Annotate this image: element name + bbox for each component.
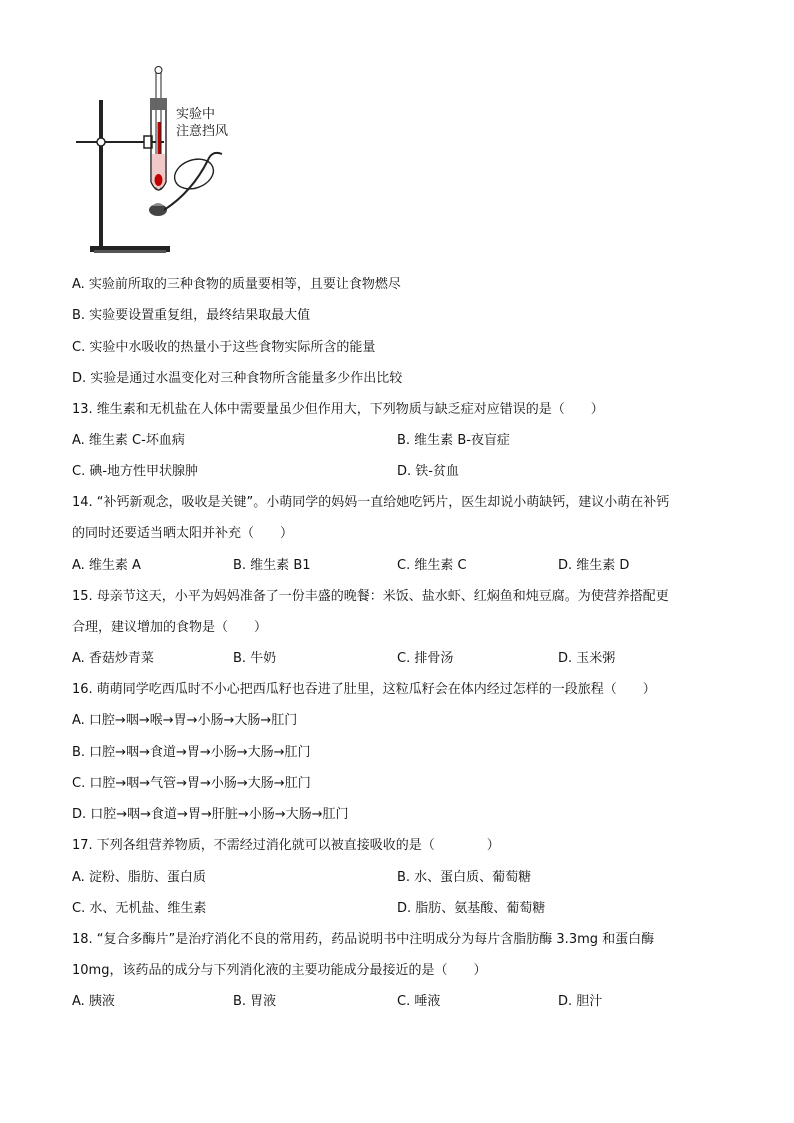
q14-option-c: C. 维生素 C (397, 558, 467, 573)
q16-option-c: C. 口腔→咽→气管→胃→小肠→大肠→肛门 (72, 776, 311, 791)
q14-option-a: A. 维生素 A (72, 558, 141, 573)
q15-option-a: A. 香菇炒青菜 (72, 651, 154, 666)
q18-option-a: A. 胰液 (72, 994, 115, 1009)
q17-option-c: C. 水、无机盐、维生素 (72, 901, 207, 916)
q15-stem-line2: 合理，建议增加的食物是（ ） (72, 620, 268, 635)
figure-label-line1: 实验中 (176, 107, 216, 122)
q17-option-a: A. 淀粉、脂肪、蛋白质 (72, 870, 206, 885)
q13-option-d: D. 铁-贫血 (397, 464, 459, 479)
experiment-apparatus-figure (72, 62, 272, 267)
q12-option-b: B. 实验要设置重复组，最终结果取最大值 (72, 308, 311, 323)
q17-option-d: D. 脂肪、氨基酸、葡萄糖 (397, 901, 546, 916)
q12-option-c: C. 实验中水吸收的热量小于这些食物实际所含的能量 (72, 340, 376, 355)
q18-stem-line1: 18. “复合多酶片”是治疗消化不良的常用药，药品说明书中注明成分为每片含脂肪酶 3.3mg 和蛋白酶 (72, 932, 655, 947)
q15-option-c: C. 排骨汤 (397, 651, 454, 666)
q15-option-b: B. 牛奶 (233, 651, 277, 666)
q13-option-c: C. 碘-地方性甲状腺肿 (72, 464, 199, 479)
q12-option-d: D. 实验是通过水温变化对三种食物所含能量多少作出比较 (72, 371, 403, 386)
q16-option-b: B. 口腔→咽→食道→胃→小肠→大肠→肛门 (72, 745, 311, 760)
q15-stem-line1: 15. 母亲节这天，小平为妈妈准备了一份丰盛的晚餐：米饭、盐水虾、红焖鱼和炖豆腐。为使营养搭配更 (72, 589, 669, 604)
q14-stem-line1: 14. “补钙新观念，吸收是关键”。小萌同学的妈妈一直给她吃钙片，医生却说小萌缺钙，建议小萌在补钙 (72, 495, 670, 510)
q16-option-a: A. 口腔→咽→喉→胃→小肠→大肠→肛门 (72, 713, 298, 728)
q14-option-d: D. 维生素 D (558, 558, 630, 573)
q13-stem: 13. 维生素和无机盐在人体中需要量虽少但作用大，下列物质与缺乏症对应错误的是（ ） (72, 402, 604, 417)
figure-label-line2: 注意挡风 (176, 124, 229, 139)
q18-option-d: D. 胆汁 (558, 994, 603, 1009)
q18-stem-line2: 10mg，该药品的成分与下列消化液的主要功能成分最接近的是（ ） (72, 963, 487, 978)
q17-stem: 17. 下列各组营养物质，不需经过消化就可以被直接吸收的是（ ） (72, 838, 500, 853)
q15-option-d: D. 玉米粥 (558, 651, 616, 666)
q13-option-b: B. 维生素 B-夜盲症 (397, 433, 510, 448)
q13-option-a: A. 维生素 C-坏血病 (72, 433, 185, 448)
q16-stem: 16. 萌萌同学吃西瓜时不小心把西瓜籽也吞进了肚里，这粒瓜籽会在体内经过怎样的一段旅程（ ） (72, 682, 656, 697)
q14-option-b: B. 维生素 B1 (233, 558, 311, 573)
q12-option-a: A. 实验前所取的三种食物的质量要相等，且要让食物燃尽 (72, 277, 401, 292)
q18-option-c: C. 唾液 (397, 994, 441, 1009)
q18-option-b: B. 胃液 (233, 994, 277, 1009)
q14-stem-line2: 的同时还要适当晒太阳并补充（ ） (72, 526, 294, 541)
q16-option-d: D. 口腔→咽→食道→胃→肝脏→小肠→大肠→肛门 (72, 807, 349, 822)
q17-option-b: B. 水、蛋白质、葡萄糖 (397, 870, 532, 885)
